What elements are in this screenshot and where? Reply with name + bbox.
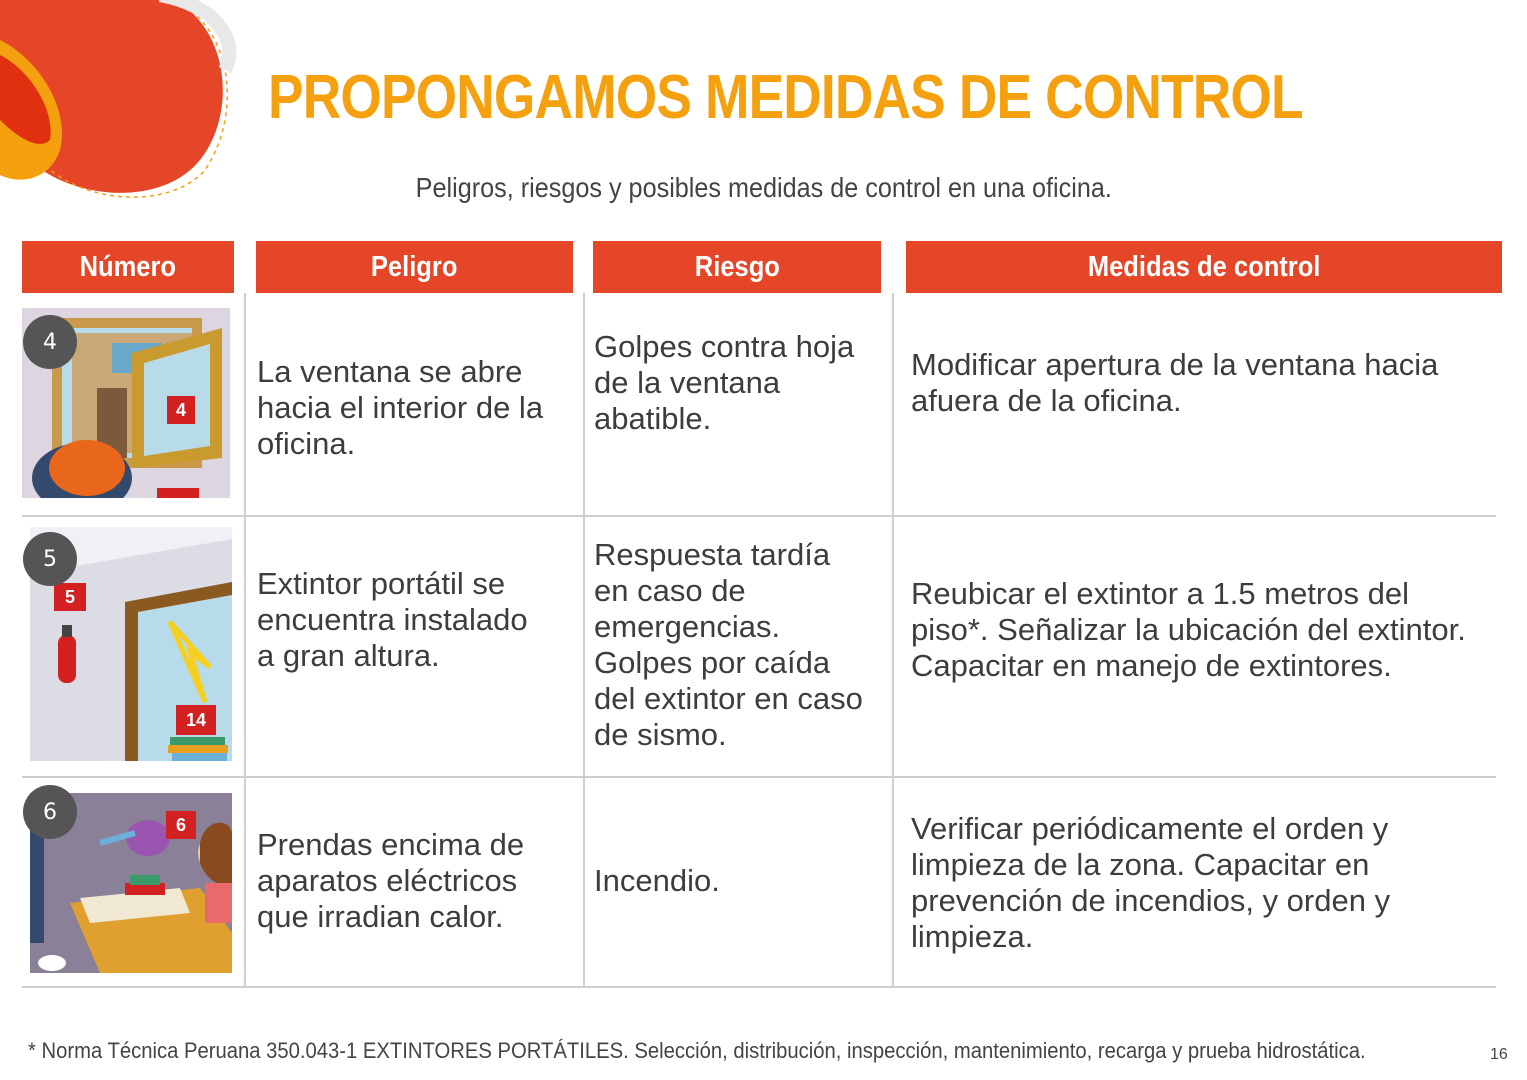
cell-peligro: Prendas encima de aparatos eléctricos que irradian calor. [257,826,525,934]
header-numero: Número [22,241,234,293]
cell-riesgo: Golpes contra hoja de la ventana abatible. [594,328,855,436]
image-label: 14 [176,705,216,735]
column-divider [583,293,585,988]
cell-medidas: Verificar periódicamente el orden y limpieza de la zona. Capacitar en prevención de incendios, y orden y limpieza. [911,811,1391,954]
image-label: 5 [54,583,86,611]
row-number-badge: 6 [23,785,77,839]
page-title: PROPONGAMOS MEDIDAS DE CONTROL [268,63,1303,132]
header-riesgo: Riesgo [593,241,881,293]
page-subtitle: Peligros, riesgos y posibles medidas de control en una oficina. [415,172,1112,203]
cell-peligro: Extintor portátil se encuentra instalado a gran altura. [257,565,528,673]
cell-medidas: Modificar apertura de la ventana hacia afuera de la oficina. [911,346,1439,418]
row-number-badge: 5 [23,532,77,586]
header-medidas: Medidas de control [906,241,1502,293]
header-peligro: Peligro [256,241,573,293]
cell-riesgo: Respuesta tardía en caso de emergencias. Golpes por caída del extintor en caso de sismo. [594,536,863,752]
column-divider [892,293,894,988]
footnote: * Norma Técnica Peruana 350.043-1 EXTINTORES PORTÁTILES. Selección, distribución, inspección, mantenimiento, recarga y prueba hidrostática. [28,1038,1366,1063]
image-label: 6 [166,811,196,839]
corner-decoration [0,0,240,200]
cell-peligro: La ventana se abre hacia el interior de la oficina. [257,353,544,461]
image-label: 4 [167,396,195,424]
row-number-badge: 4 [23,315,77,369]
cell-medidas: Reubicar el extintor a 1.5 metros del piso*. Señalizar la ubicación del extintor. Capacitar en manejo de extintores. [911,575,1466,683]
page-number: 16 [1490,1046,1508,1063]
cell-riesgo: Incendio. [594,862,720,898]
column-divider [244,293,246,988]
